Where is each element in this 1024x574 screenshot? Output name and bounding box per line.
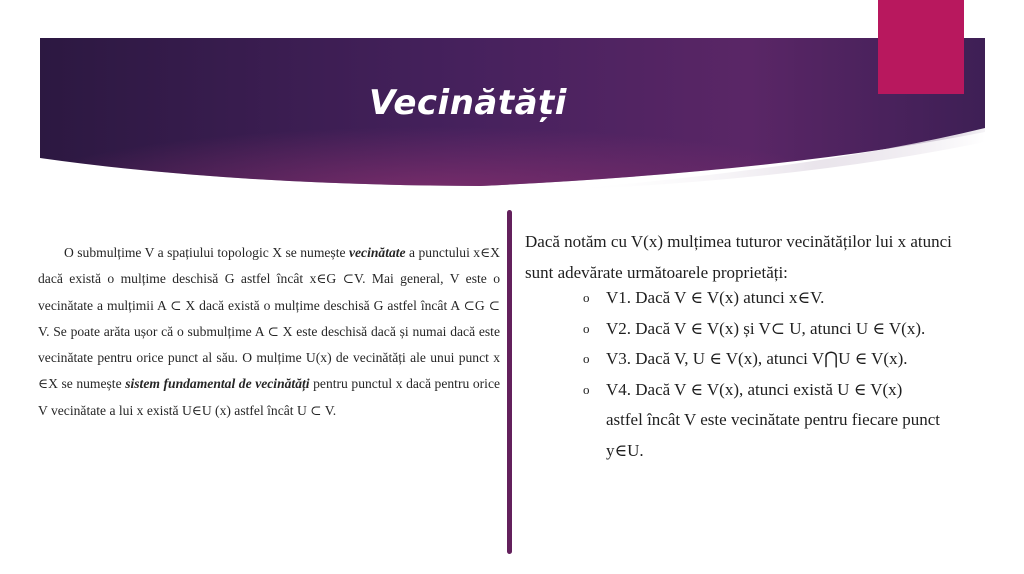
property-item bbox=[583, 314, 943, 345]
property-text: V2. Dacă V ∈ V(x) și V⊂ U, atunci U ∈ V(x). bbox=[606, 318, 926, 338]
definition-text-part: pentru punctul x dacă pentru orice V vecinătate a lui x există U∈U (x) astfel încât U ⊂ V. bbox=[38, 376, 501, 418]
property-item bbox=[583, 283, 943, 314]
slide-title: Vecinătăți bbox=[369, 83, 567, 123]
term-vecinatate: vecinătate bbox=[348, 245, 406, 260]
term-sistem-fundamental: sistem fundamental de vecinătăți bbox=[125, 376, 310, 392]
properties-list bbox=[583, 283, 943, 466]
circle-bullet-icon: o bbox=[583, 351, 590, 366]
property-text: V1. Dacă V ∈ V(x) atunci x∈V. bbox=[606, 288, 825, 307]
circle-bullet-icon: o bbox=[583, 290, 590, 305]
definition-paragraph bbox=[38, 240, 500, 424]
circle-bullet-icon: o bbox=[583, 320, 590, 336]
accent-tab bbox=[878, 0, 964, 94]
definition-text-part: a punctului x∈X dacă există o mulțime deschisă G astfel încât x∈G ⊂V. Mai general, V este o vecinătate a mulțimii A ⊂ X dacă există o mulțime deschisă G astfel încât A ⊂G ⊂ V. Se poate arăta ușor că o submulțime A ⊂ X este deschisă dacă și numai dacă este vecinătate pentru orice punct al său. O mulțime U(x) de vecinătăți ale unui punct x ∈X se numește bbox=[38, 245, 500, 392]
circle-bullet-icon: o bbox=[583, 381, 590, 397]
property-text: V4. Dacă V ∈ V(x), atunci există U ∈ V(x) astfel încât V este vecinătate pentru fiecare punct y∈U. bbox=[606, 379, 941, 460]
property-text: V3. Dacă V, U ∈ V(x), atunci V⋂U ∈ V(x). bbox=[606, 349, 908, 368]
property-item bbox=[583, 375, 943, 467]
property-item bbox=[583, 344, 943, 375]
properties-intro: Dacă notăm cu V(x) mulțimea tuturor vecinătăților lui x atunci sunt adevărate următoarele proprietăți: bbox=[525, 232, 952, 282]
definition-text-part: O submulțime V a spațiului topologic X se numește bbox=[64, 245, 349, 260]
column-divider bbox=[507, 210, 512, 554]
